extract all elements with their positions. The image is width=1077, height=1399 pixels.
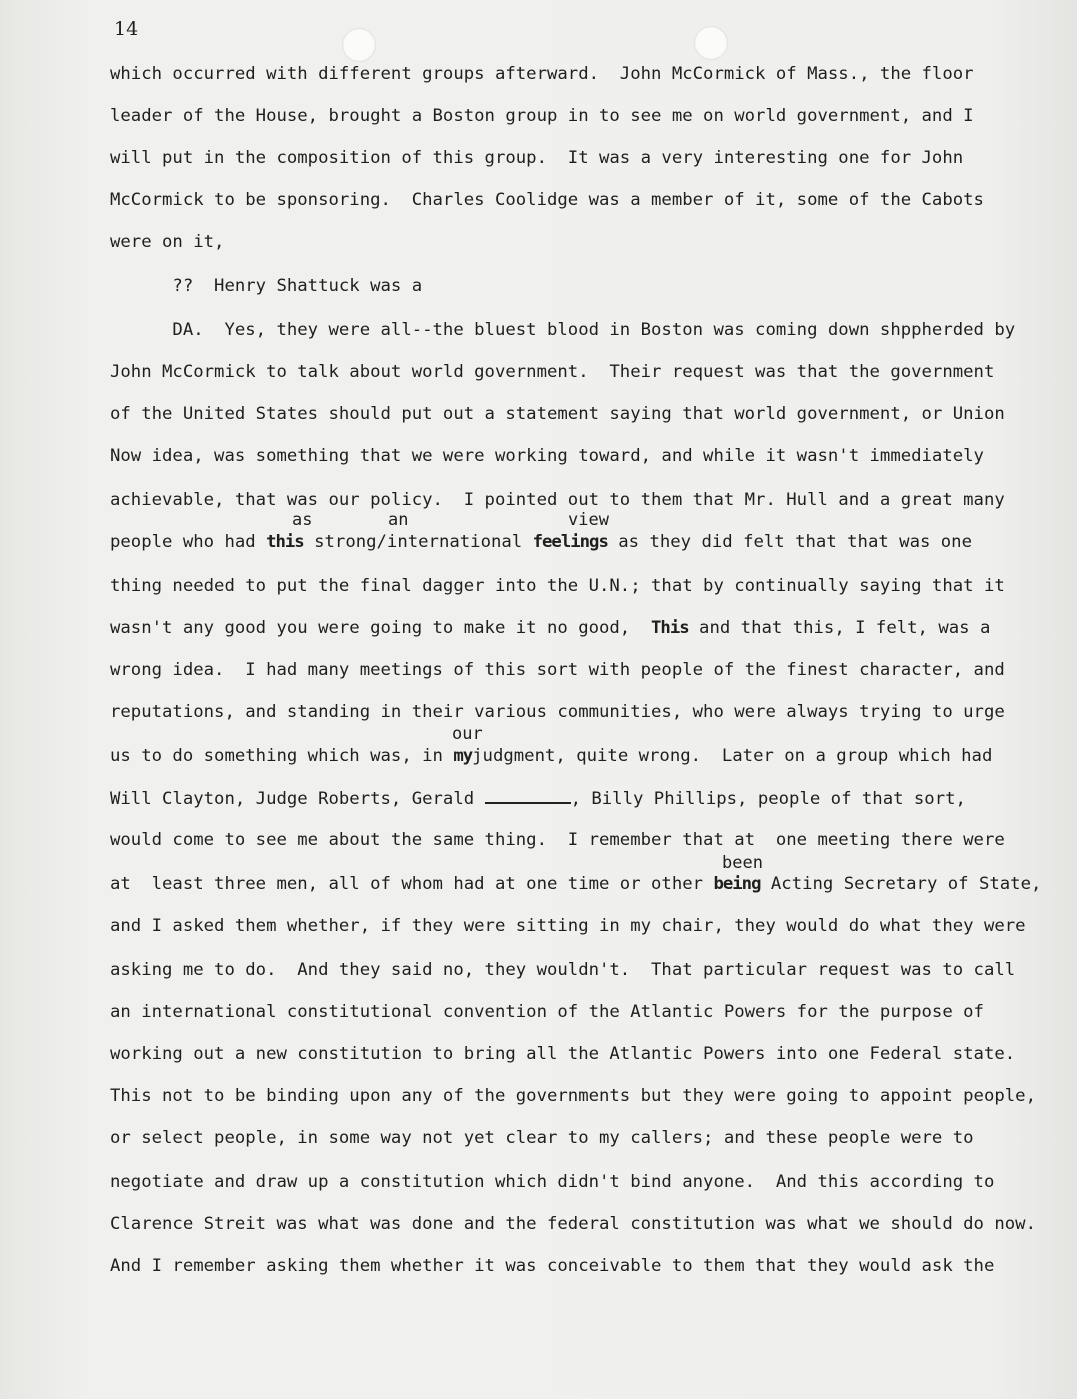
- struck-text: This: [651, 618, 689, 638]
- text-segment: and that this, I felt, was a: [688, 618, 991, 638]
- text-line: would come to see me about the same thing. I remember that at one meeting there were: [110, 830, 1005, 850]
- insertion-text: an: [388, 510, 409, 530]
- text-segment: , Billy Phillips, people of that sort,: [570, 789, 966, 809]
- insertion-text: been: [722, 853, 763, 873]
- text-line: leader of the House, brought a Boston group in to see me on world government, and I: [110, 106, 974, 126]
- text-line: [110, 746, 992, 766]
- text-segment: Acting Secretary of State,: [760, 874, 1042, 894]
- blank-underline: [485, 788, 571, 804]
- text-segment: strong/international: [303, 532, 533, 552]
- insertion-text: as: [292, 510, 313, 530]
- text-line: were on it,: [110, 232, 225, 252]
- text-segment: us to do something which was, in: [110, 746, 454, 766]
- text-line: achievable, that was our policy. I pointed out to them that Mr. Hull and a great many: [110, 490, 1005, 510]
- text-line: Now idea, was something that we were working toward, and while it wasn't immediately: [110, 446, 984, 466]
- text-line: asking me to do. And they said no, they wouldn't. That particular request was to call: [110, 960, 1016, 980]
- text-segment: at least three men, all of whom had at one time or other: [110, 874, 714, 894]
- text-segment: Will Clayton, Judge Roberts, Gerald: [110, 789, 485, 809]
- text-line: will put in the composition of this group. It was a very interesting one for John: [110, 148, 964, 168]
- text-line: an international constitutional convention of the Atlantic Powers for the purpose of: [110, 1002, 984, 1022]
- text-line: [110, 788, 966, 809]
- text-line: ?? Henry Shattuck was a: [110, 276, 423, 296]
- text-line: or select people, in some way not yet clear to my callers; and these people were to: [110, 1128, 974, 1148]
- punch-hole: [694, 26, 728, 60]
- text-segment: wasn't any good you were going to make it no good,: [110, 618, 652, 638]
- text-line: reputations, and standing in their various communities, who were always trying to urge: [110, 702, 1005, 722]
- text-line: This not to be binding upon any of the governments but they were going to appoint people,: [110, 1086, 1036, 1106]
- punch-hole: [342, 28, 376, 62]
- text-line: DA. Yes, they were all--the bluest blood in Boston was coming down shppherded by: [110, 320, 1016, 340]
- text-line: McCormick to be sponsoring. Charles Coolidge was a member of it, some of the Cabots: [110, 190, 984, 210]
- text-line: Clarence Streit was what was done and the federal constitution was what we should do now.: [110, 1214, 1036, 1234]
- text-line: [110, 874, 1041, 894]
- insertion-text: our: [452, 724, 483, 744]
- text-line: which occurred with different groups afterward. John McCormick of Mass., the floor: [110, 64, 974, 84]
- struck-text: my: [453, 746, 473, 766]
- text-segment: people who had: [110, 532, 267, 552]
- struck-text: feelings: [532, 532, 608, 552]
- insertion-text: view: [568, 510, 609, 530]
- text-line: [110, 618, 990, 638]
- text-line: And I remember asking them whether it was conceivable to them that they would ask the: [110, 1256, 995, 1276]
- text-line: thing needed to put the final dagger into the U.N.; that by continually saying that it: [110, 576, 1005, 596]
- struck-text: being: [713, 874, 761, 894]
- text-segment: as they did felt that that was one: [607, 532, 972, 552]
- text-line: negotiate and draw up a constitution which didn't bind anyone. And this according to: [110, 1172, 995, 1192]
- struck-text: this: [266, 532, 304, 552]
- text-line: and I asked them whether, if they were sitting in my chair, they would do what they were: [110, 916, 1026, 936]
- text-segment: judgment, quite wrong. Later on a group which had: [472, 746, 993, 766]
- text-line: John McCormick to talk about world government. Their request was that the government: [110, 362, 995, 382]
- page-number: 14: [114, 18, 139, 40]
- text-line: [110, 532, 972, 552]
- text-line: wrong idea. I had many meetings of this sort with people of the finest character, and: [110, 660, 1005, 680]
- text-line: working out a new constitution to bring all the Atlantic Powers into one Federal state.: [110, 1044, 1016, 1064]
- text-line: of the United States should put out a statement saying that world government, or Union: [110, 404, 1005, 424]
